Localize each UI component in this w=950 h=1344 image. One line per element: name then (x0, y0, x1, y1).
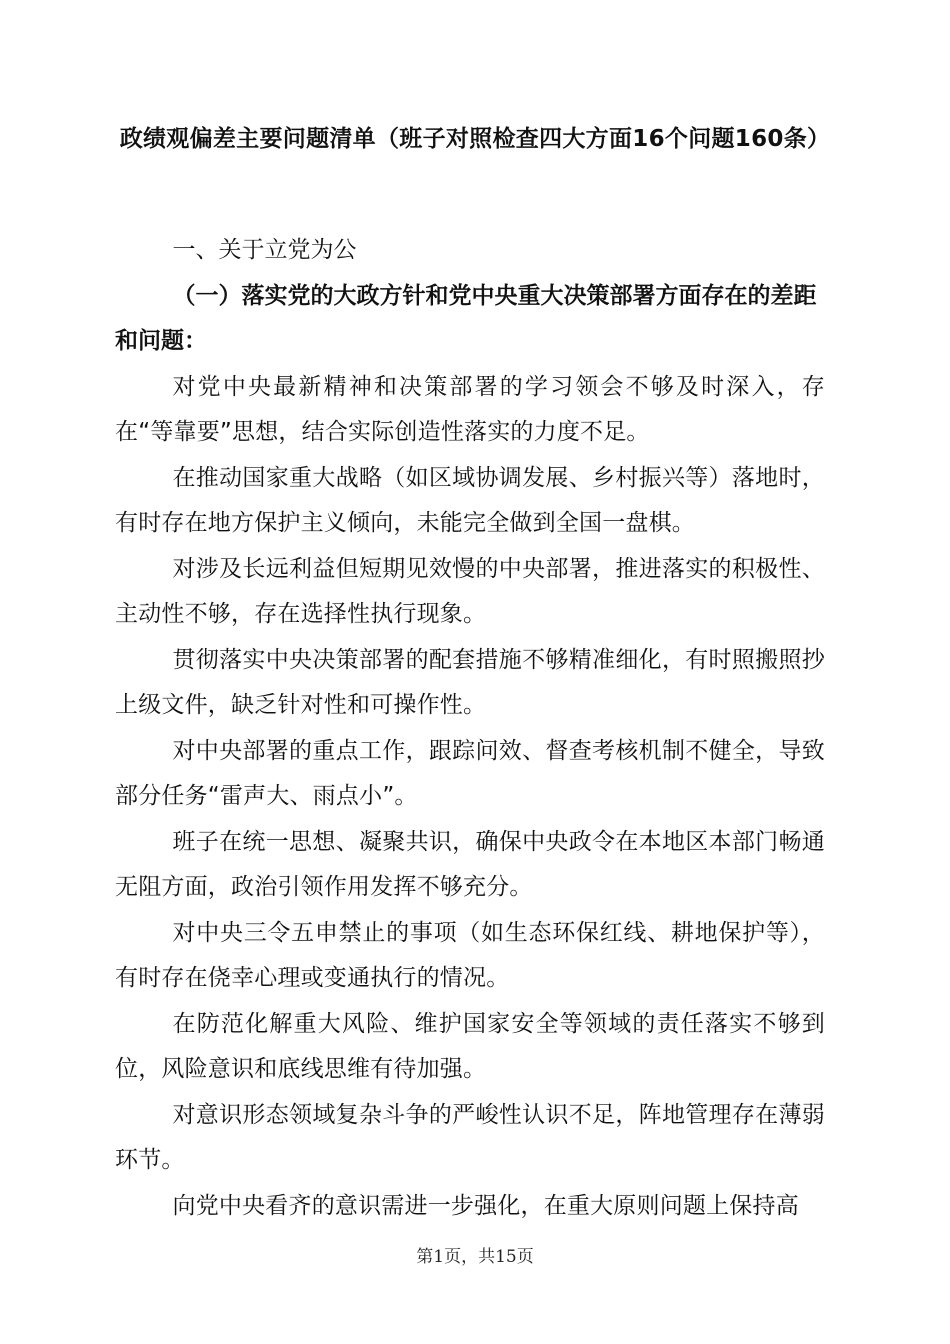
paragraph-1: 对党中央最新精神和决策部署的学习领会不够及时深入，存在“等靠要”思想，结合实际创造性落实的力度不足。 (115, 373, 825, 445)
paragraph-5: 对中央部署的重点工作，跟踪问效、督查考核机制不健全，导致部分任务“雷声大、雨点小”。 (115, 737, 825, 809)
paragraph-6: 班子在统一思想、凝聚共识，确保中央政令在本地区本部门畅通无阻方面，政治引领作用发挥不够充分。 (115, 828, 825, 900)
subsection-heading: （一）落实党的大政方针和党中央重大决策部署方面存在的差距和问题： (115, 282, 817, 354)
paragraph-3: 对涉及长远利益但短期见效慢的中央部署，推进落实的积极性、主动性不够，存在选择性执行现象。 (115, 555, 825, 627)
document-title: 政绩观偏差主要问题清单（班子对照检查四大方面16个问题160条） (119, 126, 831, 152)
paragraph-4: 贯彻落实中央决策部署的配套措施不够精准细化，有时照搬照抄上级文件，缺乏针对性和可操作性。 (115, 646, 825, 718)
paragraph-2: 在推动国家重大战略（如区域协调发展、乡村振兴等）落地时，有时存在地方保护主义倾向，未能完全做到全国一盘棋。 (115, 464, 825, 536)
page-footer: 第1页，共15页 (416, 1247, 534, 1267)
paragraph-7: 对中央三令五申禁止的事项（如生态环保红线、耕地保护等），有时存在侥幸心理或变通执行的情况。 (115, 919, 825, 991)
document-body (115, 228, 825, 1229)
paragraph-8: 在防范化解重大风险、维护国家安全等领域的责任落实不够到位，风险意识和底线思维有待加强。 (115, 1010, 825, 1082)
paragraph-9: 对意识形态领域复杂斗争的严峻性认识不足，阵地管理存在薄弱环节。 (115, 1101, 825, 1173)
section-heading: 一、关于立党为公 (172, 237, 357, 263)
paragraph-10: 向党中央看齐的意识需进一步强化，在重大原则问题上保持高 (172, 1192, 799, 1219)
